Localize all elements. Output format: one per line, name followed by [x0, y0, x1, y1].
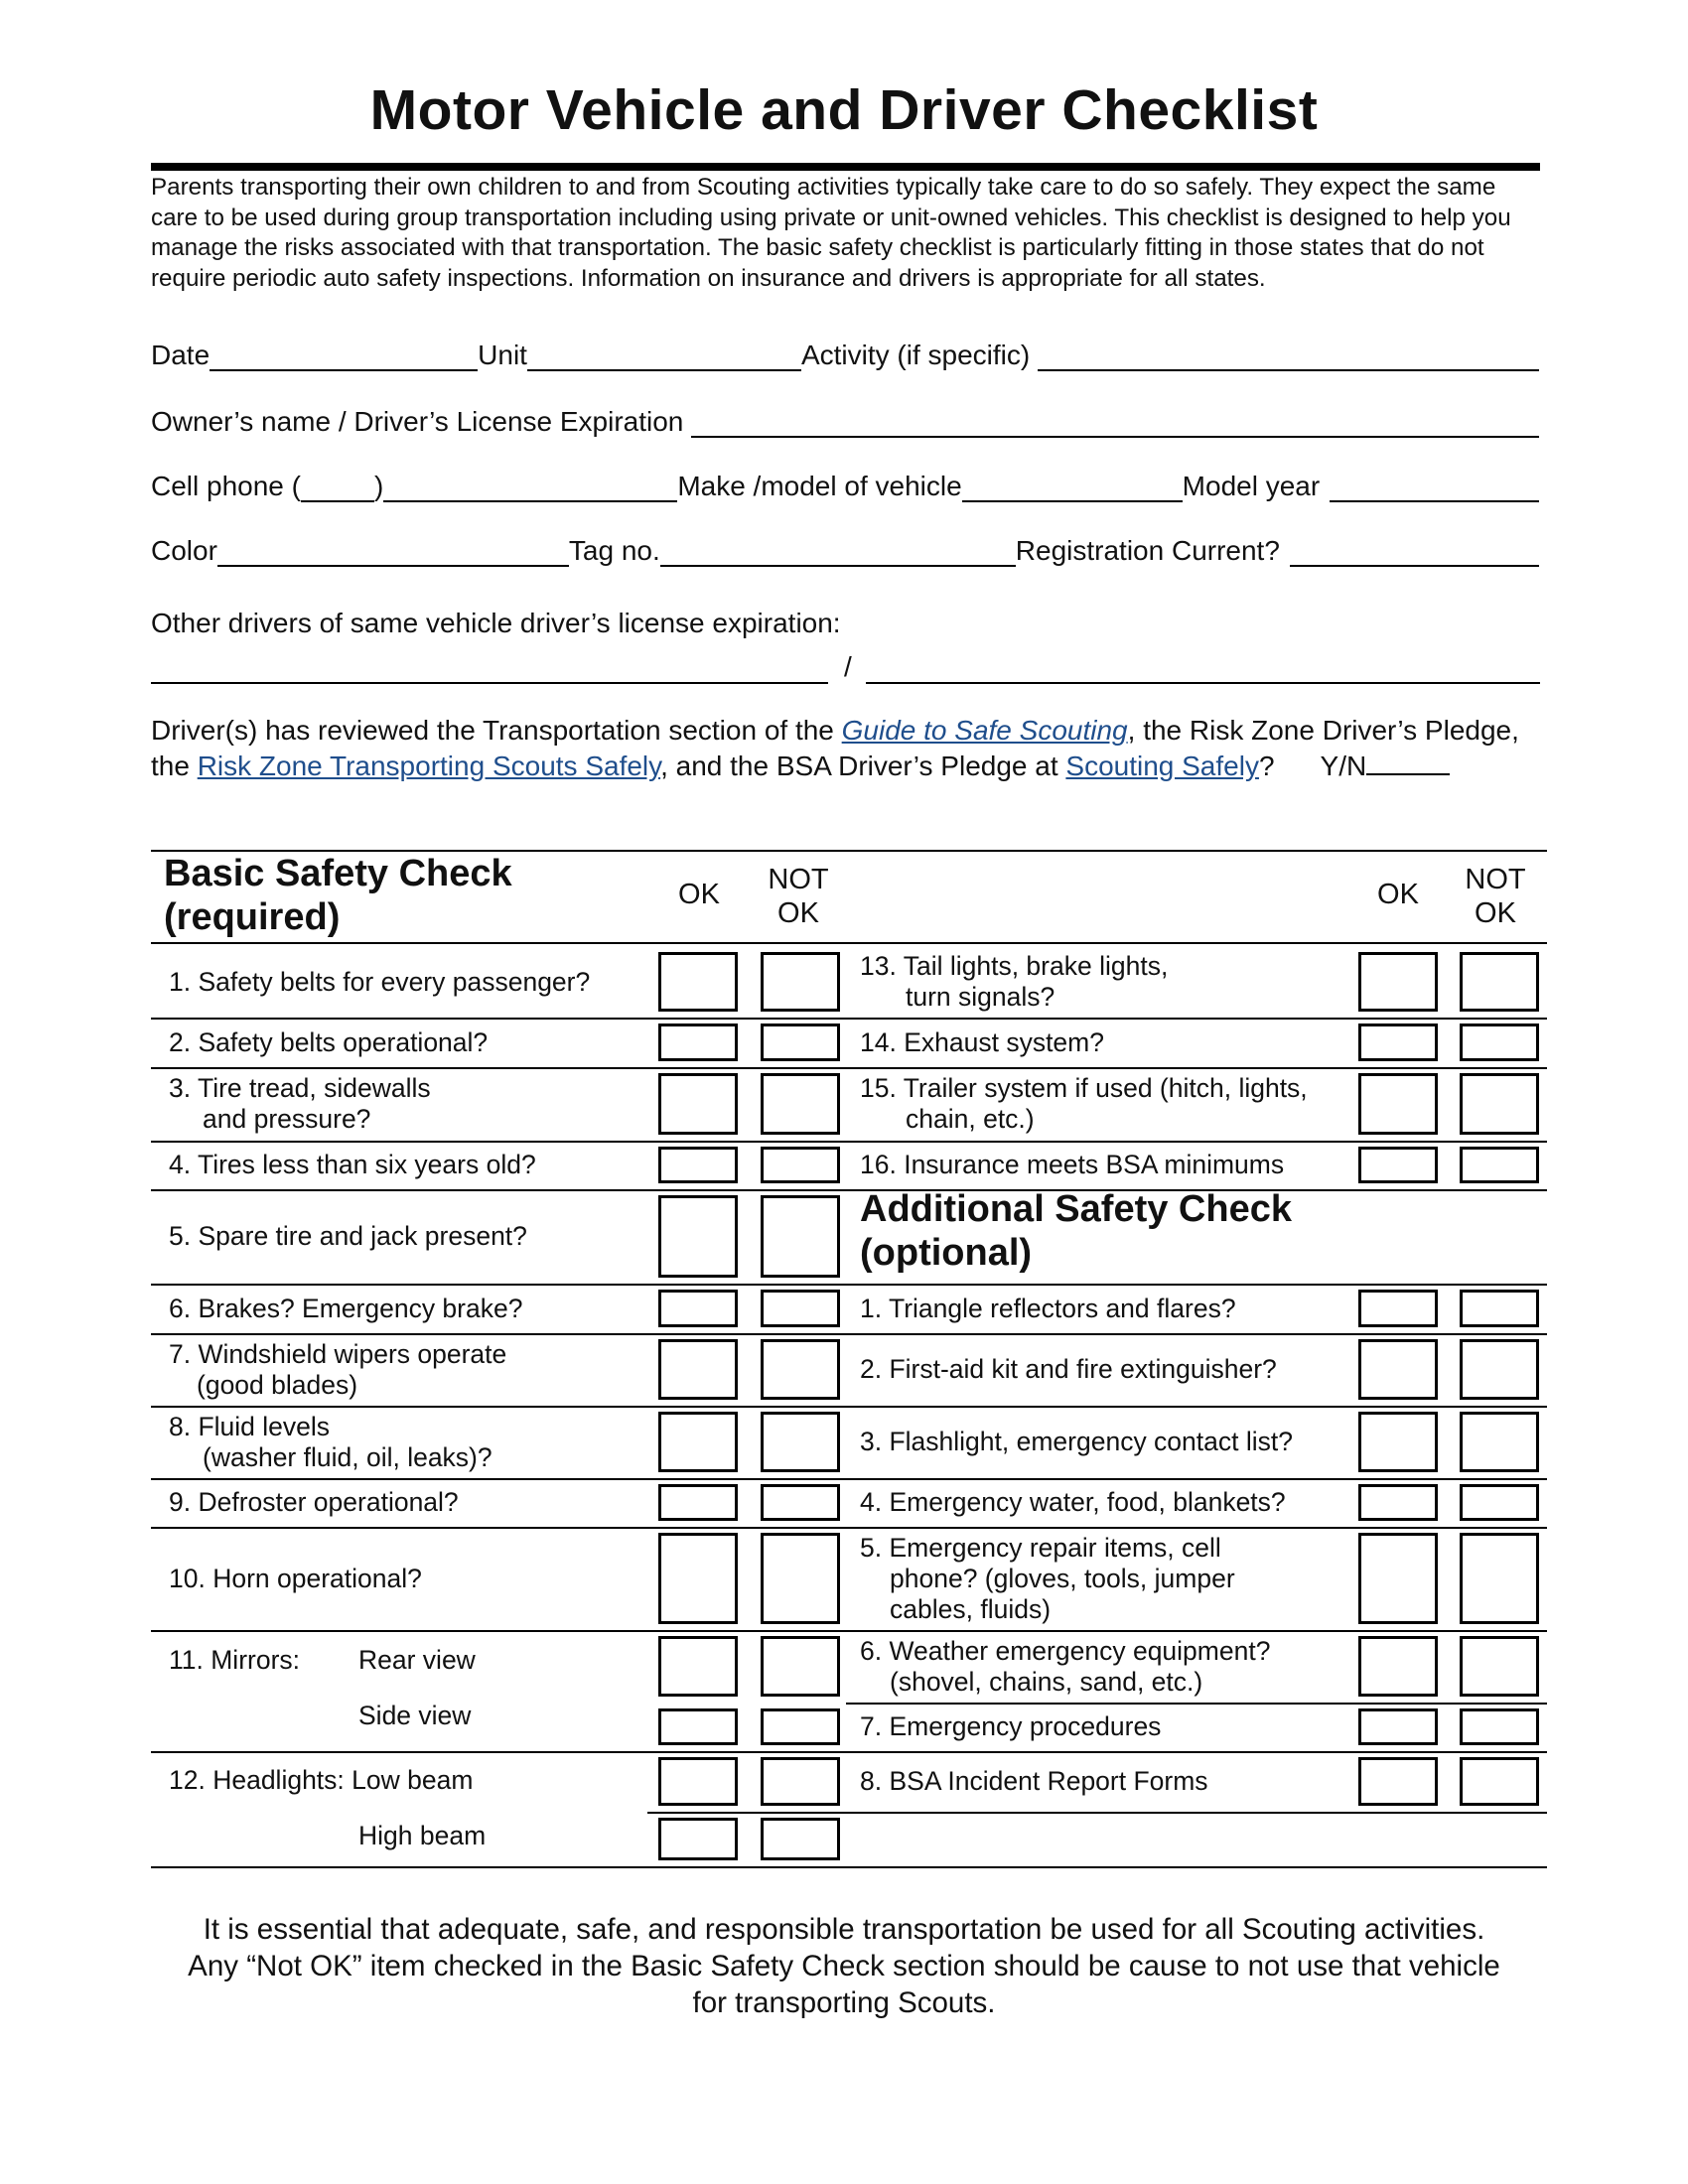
- additional-safety-heading: [860, 1187, 1292, 1275]
- additional-heading-rule: [846, 1284, 1547, 1286]
- activity-label: Activity (if specific): [800, 340, 1031, 370]
- additional-item-3-ok-checkbox[interactable]: [1358, 1412, 1438, 1472]
- basic-item-7-ok-checkbox[interactable]: [658, 1339, 738, 1400]
- tag-field[interactable]: [660, 539, 1016, 567]
- review-text-1: Driver(s) has reviewed the Transportation section of the: [151, 715, 842, 746]
- make-label: Make /model of vehicle: [677, 471, 962, 501]
- row-rule: [846, 1812, 1547, 1814]
- basic-item-1-ok-checkbox[interactable]: [658, 952, 738, 1012]
- basic-item-3-not-ok-checkbox[interactable]: [761, 1073, 840, 1135]
- scouting-safely-link[interactable]: Scouting Safely: [1065, 751, 1259, 781]
- basic-item-2-not-ok-checkbox[interactable]: [761, 1024, 840, 1061]
- model-year-field[interactable]: [1330, 475, 1539, 502]
- basic-item-15-ok-checkbox[interactable]: [1358, 1073, 1438, 1135]
- additional-heading-line2: (optional): [860, 1232, 1033, 1274]
- other-drivers-label: Other drivers of same vehicle driver’s license expiration:: [151, 608, 841, 638]
- mirrors-side-not-ok-checkbox[interactable]: [761, 1708, 840, 1745]
- date-label: Date: [151, 340, 211, 370]
- basic-item-4-line1: 4. Tires less than six years old?: [169, 1150, 536, 1179]
- basic-item-1-not-ok-checkbox[interactable]: [761, 952, 840, 1012]
- basic-item-2-ok-checkbox[interactable]: [658, 1024, 738, 1061]
- date-field[interactable]: [210, 343, 478, 371]
- other-drivers-slash: /: [844, 651, 852, 682]
- basic-item-3: [169, 1067, 431, 1141]
- basic-item-15-line1: 15. Trailer system if used (hitch, lights,: [860, 1073, 1308, 1103]
- cell-phone-field[interactable]: [383, 475, 677, 502]
- row-cell-make-year: [151, 467, 1541, 502]
- side-view-label: Side view: [358, 1701, 472, 1730]
- basic-item-4-ok-checkbox[interactable]: [658, 1147, 738, 1183]
- additional-item-7-not-ok-checkbox[interactable]: [1460, 1708, 1539, 1745]
- footer-note: It is essential that adequate, safe, and responsible transportation be used for all Scouting activities. Any “Not OK” item checked in the Basic Safety Check section should be cause to not use that vehicle for transporting Scouts.: [188, 1913, 1500, 2019]
- activity-field[interactable]: [1038, 343, 1539, 371]
- basic-item-8: [169, 1406, 492, 1478]
- tag-label: Tag no.: [568, 535, 660, 566]
- basic-item-16-ok-checkbox[interactable]: [1358, 1147, 1438, 1183]
- basic-item-13-not-ok-checkbox[interactable]: [1460, 952, 1539, 1012]
- review-statement: [151, 713, 1561, 784]
- intro-paragraph: Parents transporting their own children to and from Scouting activities typically take care to do so safely. They expect the same care to be used during group transportation including using private or unit-owned vehicles. This checklist is designed to help you manage the risks associated with that transportation. The basic safety checklist is particularly fitting in those states that do not require periodic auto safety inspections. Information on insurance and drivers is appropriate for all states.: [151, 174, 1511, 292]
- additional-item-3: [860, 1406, 1293, 1478]
- basic-item-6-ok-checkbox[interactable]: [658, 1290, 738, 1327]
- additional-item-1-ok-checkbox[interactable]: [1358, 1290, 1438, 1327]
- basic-item-6-line1: 6. Brakes? Emergency brake?: [169, 1293, 523, 1323]
- guide-to-safe-scouting-link[interactable]: Guide to Safe Scouting: [841, 715, 1128, 746]
- row-rule: [647, 1812, 846, 1814]
- basic-item-14-ok-checkbox[interactable]: [1358, 1024, 1438, 1061]
- not-ok-header-right: [1452, 863, 1539, 930]
- basic-item-7: [169, 1333, 506, 1406]
- additional-item-4-ok-checkbox[interactable]: [1358, 1484, 1438, 1521]
- additional-item-6-not-ok-checkbox[interactable]: [1460, 1636, 1539, 1697]
- basic-item-10-ok-checkbox[interactable]: [658, 1533, 738, 1624]
- basic-item-4-not-ok-checkbox[interactable]: [761, 1147, 840, 1183]
- title-rule: [151, 163, 1540, 171]
- unit-label: Unit: [478, 340, 527, 370]
- basic-item-14-line1: 14. Exhaust system?: [860, 1026, 1104, 1057]
- basic-item-16-not-ok-checkbox[interactable]: [1460, 1147, 1539, 1183]
- basic-item-8-not-ok-checkbox[interactable]: [761, 1412, 840, 1472]
- additional-item-5-line2: phone? (gloves, tools, jumper: [890, 1563, 1235, 1593]
- basic-item-9-not-ok-checkbox[interactable]: [761, 1484, 840, 1521]
- yn-label: Y/N: [1320, 751, 1367, 781]
- basic-item-8-ok-checkbox[interactable]: [658, 1412, 738, 1472]
- additional-item-5-ok-checkbox[interactable]: [1358, 1533, 1438, 1624]
- additional-item-8-not-ok-checkbox[interactable]: [1460, 1757, 1539, 1806]
- unit-field[interactable]: [527, 343, 801, 371]
- row-color-tag-registration: [151, 531, 1541, 567]
- mirrors-label: 11. Mirrors:: [169, 1645, 301, 1675]
- basic-item-5: [169, 1189, 527, 1284]
- mirrors-rear-not-ok-checkbox[interactable]: [761, 1636, 840, 1697]
- make-model-field[interactable]: [962, 475, 1183, 502]
- table-bottom-rule: [151, 1866, 1547, 1868]
- ok-header-left: OK: [678, 879, 720, 910]
- additional-item-3-not-ok-checkbox[interactable]: [1460, 1412, 1539, 1472]
- additional-item-7-line1: 7. Emergency procedures: [860, 1711, 1162, 1741]
- headlights-label: 12. Headlights: Low beam: [169, 1765, 474, 1795]
- owner-label: Owner’s name / Driver’s License Expiration: [151, 406, 684, 437]
- rear-view-label: Rear view: [358, 1645, 476, 1675]
- basic-item-16-line1: 16. Insurance meets BSA minimums: [860, 1150, 1285, 1179]
- additional-item-4-not-ok-checkbox[interactable]: [1460, 1484, 1539, 1521]
- basic-item-7-not-ok-checkbox[interactable]: [761, 1339, 840, 1400]
- basic-item-15-line2: chain, etc.): [906, 1104, 1035, 1134]
- row-owner: [151, 402, 1541, 438]
- review-text-5: ?: [1258, 751, 1275, 781]
- basic-item-9-ok-checkbox[interactable]: [658, 1484, 738, 1521]
- basic-item-5-not-ok-checkbox[interactable]: [761, 1195, 840, 1278]
- additional-item-7-ok-checkbox[interactable]: [1358, 1708, 1438, 1745]
- basic-item-4: [169, 1141, 536, 1189]
- basic-item-6: [169, 1284, 522, 1333]
- basic-item-8-line2: (washer fluid, oil, leaks)?: [203, 1441, 492, 1472]
- not-ok-header-right-line1: NOT: [1465, 864, 1526, 895]
- additional-heading-line1: Additional Safety Check: [860, 1188, 1292, 1230]
- not-ok-header-left-line1: NOT: [768, 864, 829, 895]
- additional-item-8: [860, 1751, 1208, 1812]
- basic-item-6-not-ok-checkbox[interactable]: [761, 1290, 840, 1327]
- mirrors-side-ok-checkbox[interactable]: [658, 1708, 738, 1745]
- basic-item-1-line1: 1. Safety belts for every passenger?: [169, 966, 591, 997]
- additional-item-4-line1: 4. Emergency water, food, blankets?: [860, 1487, 1286, 1517]
- basic-item-14-not-ok-checkbox[interactable]: [1460, 1024, 1539, 1061]
- basic-item-13-line2: turn signals?: [906, 982, 1055, 1012]
- additional-item-2-ok-checkbox[interactable]: [1358, 1339, 1438, 1400]
- basic-item-8-line1: 8. Fluid levels: [169, 1411, 331, 1441]
- additional-item-1: [860, 1284, 1236, 1333]
- model-year-label: Model year: [1182, 471, 1321, 501]
- basic-item-9-line1: 9. Defroster operational?: [169, 1487, 459, 1517]
- page-title: Motor Vehicle and Driver Checklist: [369, 78, 1319, 142]
- review-text-3: the: [151, 751, 198, 781]
- basic-item-3-line2: and pressure?: [203, 1104, 371, 1134]
- additional-item-5-line1: 5. Emergency repair items, cell: [860, 1532, 1221, 1563]
- headlights-high-not-ok-checkbox[interactable]: [761, 1818, 840, 1860]
- yn-field[interactable]: [1366, 750, 1450, 775]
- additional-item-6: [860, 1630, 1270, 1703]
- other-driver-2-field[interactable]: [866, 682, 1540, 684]
- additional-item-8-line1: 8. BSA Incident Report Forms: [860, 1766, 1208, 1796]
- row-rule: [151, 1630, 846, 1632]
- basic-item-10-not-ok-checkbox[interactable]: [761, 1533, 840, 1624]
- basic-item-13-ok-checkbox[interactable]: [1358, 952, 1438, 1012]
- area-code-field[interactable]: [301, 475, 374, 502]
- review-text-4: , and the BSA Driver’s Pledge at: [660, 751, 1066, 781]
- basic-item-2-line1: 2. Safety belts operational?: [169, 1026, 489, 1057]
- basic-item-10: [169, 1527, 422, 1630]
- additional-item-1-not-ok-checkbox[interactable]: [1460, 1290, 1539, 1327]
- additional-item-2-line1: 2. First-aid kit and fire extinguisher?: [860, 1354, 1277, 1384]
- registration-field[interactable]: [1290, 539, 1539, 567]
- basic-item-13-line1: 13. Tail lights, brake lights,: [860, 951, 1169, 981]
- basic-item-7-line1: 7. Windshield wipers operate: [169, 1338, 507, 1369]
- additional-item-8-ok-checkbox[interactable]: [1358, 1757, 1438, 1806]
- additional-item-5: [860, 1527, 1235, 1630]
- additional-item-5-line3: cables, fluids): [890, 1593, 1052, 1624]
- additional-item-5-not-ok-checkbox[interactable]: [1460, 1533, 1539, 1624]
- high-beam-label: High beam: [358, 1821, 487, 1850]
- mirrors-rear-ok-checkbox[interactable]: [658, 1636, 738, 1697]
- basic-item-5-line1: 5. Spare tire and jack present?: [169, 1221, 527, 1251]
- review-text-2: , the Risk Zone Driver’s Pledge,: [1127, 715, 1519, 746]
- additional-item-2: [860, 1333, 1277, 1406]
- basic-heading-line1: Basic Safety Check: [164, 853, 512, 894]
- row-rule: [151, 1751, 846, 1753]
- cell-label: Cell phone (: [151, 471, 301, 501]
- basic-safety-heading: [164, 852, 512, 939]
- row-date-unit-activity: [151, 336, 1541, 371]
- basic-item-10-line1: 10. Horn operational?: [169, 1563, 422, 1593]
- not-ok-header-left-line2: OK: [777, 897, 819, 929]
- additional-item-6-line1: 6. Weather emergency equipment?: [860, 1635, 1271, 1666]
- basic-item-2: [169, 1018, 488, 1067]
- basic-item-16: [860, 1141, 1284, 1189]
- additional-item-2-not-ok-checkbox[interactable]: [1460, 1339, 1539, 1400]
- additional-item-3-line1: 3. Flashlight, emergency contact list?: [860, 1427, 1293, 1456]
- color-label: Color: [151, 535, 217, 566]
- additional-item-6-line2: (shovel, chains, sand, etc.): [890, 1666, 1203, 1697]
- basic-item-3-ok-checkbox[interactable]: [658, 1073, 738, 1135]
- ok-header-right: OK: [1377, 879, 1419, 910]
- additional-item-7: [860, 1703, 1161, 1751]
- basic-item-7-line2: (good blades): [197, 1369, 358, 1400]
- basic-item-14: [860, 1018, 1104, 1067]
- basic-item-5-ok-checkbox[interactable]: [658, 1195, 738, 1278]
- owner-field[interactable]: [691, 410, 1539, 438]
- basic-item-9: [169, 1478, 459, 1527]
- basic-item-3-line1: 3. Tire tread, sidewalls: [169, 1073, 431, 1103]
- risk-zone-link[interactable]: Risk Zone Transporting Scouts Safely: [197, 751, 661, 781]
- headlights-high-ok-checkbox[interactable]: [658, 1818, 738, 1860]
- registration-label: Registration Current?: [1015, 535, 1280, 566]
- basic-item-15: [860, 1067, 1308, 1141]
- basic-item-13: [860, 946, 1168, 1018]
- headlights-low-ok-checkbox[interactable]: [658, 1757, 738, 1806]
- header-bottom-rule: [151, 942, 1547, 944]
- additional-item-1-line1: 1. Triangle reflectors and flares?: [860, 1293, 1236, 1323]
- headlights-low-not-ok-checkbox[interactable]: [761, 1757, 840, 1806]
- basic-item-15-not-ok-checkbox[interactable]: [1460, 1073, 1539, 1135]
- other-driver-1-field[interactable]: [151, 682, 828, 684]
- cell-close: ): [373, 471, 384, 501]
- basic-heading-line2: (required): [164, 896, 341, 938]
- color-field[interactable]: [217, 539, 569, 567]
- not-ok-header-left: [755, 863, 842, 930]
- additional-item-4: [860, 1478, 1286, 1527]
- additional-item-6-ok-checkbox[interactable]: [1358, 1636, 1438, 1697]
- not-ok-header-right-line2: OK: [1475, 897, 1516, 929]
- basic-item-1: [169, 946, 590, 1018]
